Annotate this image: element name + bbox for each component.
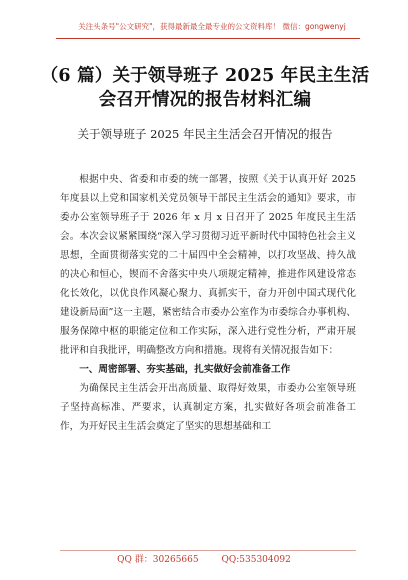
document-subtitle: 关于领导班子 2025 年民主生活会召开情况的报告 xyxy=(77,127,333,141)
header-divider xyxy=(56,38,360,39)
body-paragraph: 根据中央、省委和市委的统一部署，按照《关于认真开好 2025 年度县以上党和国家机关党员领导干部民主生活会的通知》要求，市委办公室领导班子于 2026 年 x 月 x 日召开了 2025 年度民主生活会。本次会议紧紧围绕“深入学习贯彻习近平新时代中国特色社会主义思想，全面贯彻落实党的二十届四中全会精神，以打攻坚战、持久战的决心和恒心，锲而不舍落实中央八项规定精神，推进作风建设常态化长效化，以优良作风凝心聚力、真抓实干，奋力开创中国式现代化建设新局面”这一主题，紧密结合市委办公室作为市委综合办事机构、服务保障中枢的职能定位和工作实际，深入进行党性分析，严肃开展批评和自我批评，明确整改方向和措施。现将有关情况报告如下： xyxy=(60,174,356,356)
section-heading: 一、周密部署、夯实基础，扎实做好会前准备工作 xyxy=(79,364,291,375)
body-paragraph: 为确保民主生活会开出高质量、取得好效果，市委办公室领导班子坚持高标准、严要求，认真制定方案，扎实做好各项会前准备工作，为开好民主生活会奠定了坚实的思想基础和工 xyxy=(60,383,356,432)
document-body xyxy=(60,170,356,436)
document-title: （6 篇）关于领导班子 2025 年民主生活会召开情况的报告材料汇编 xyxy=(40,66,370,110)
header-banner: 关注头条号"公文研究"，获得最新最全最专业的公文资料库！ 微信：gongwenyj xyxy=(78,22,346,31)
footer-contact: QQ 群：30265665 QQ:535304092 xyxy=(117,555,291,565)
footer-divider xyxy=(60,550,356,551)
